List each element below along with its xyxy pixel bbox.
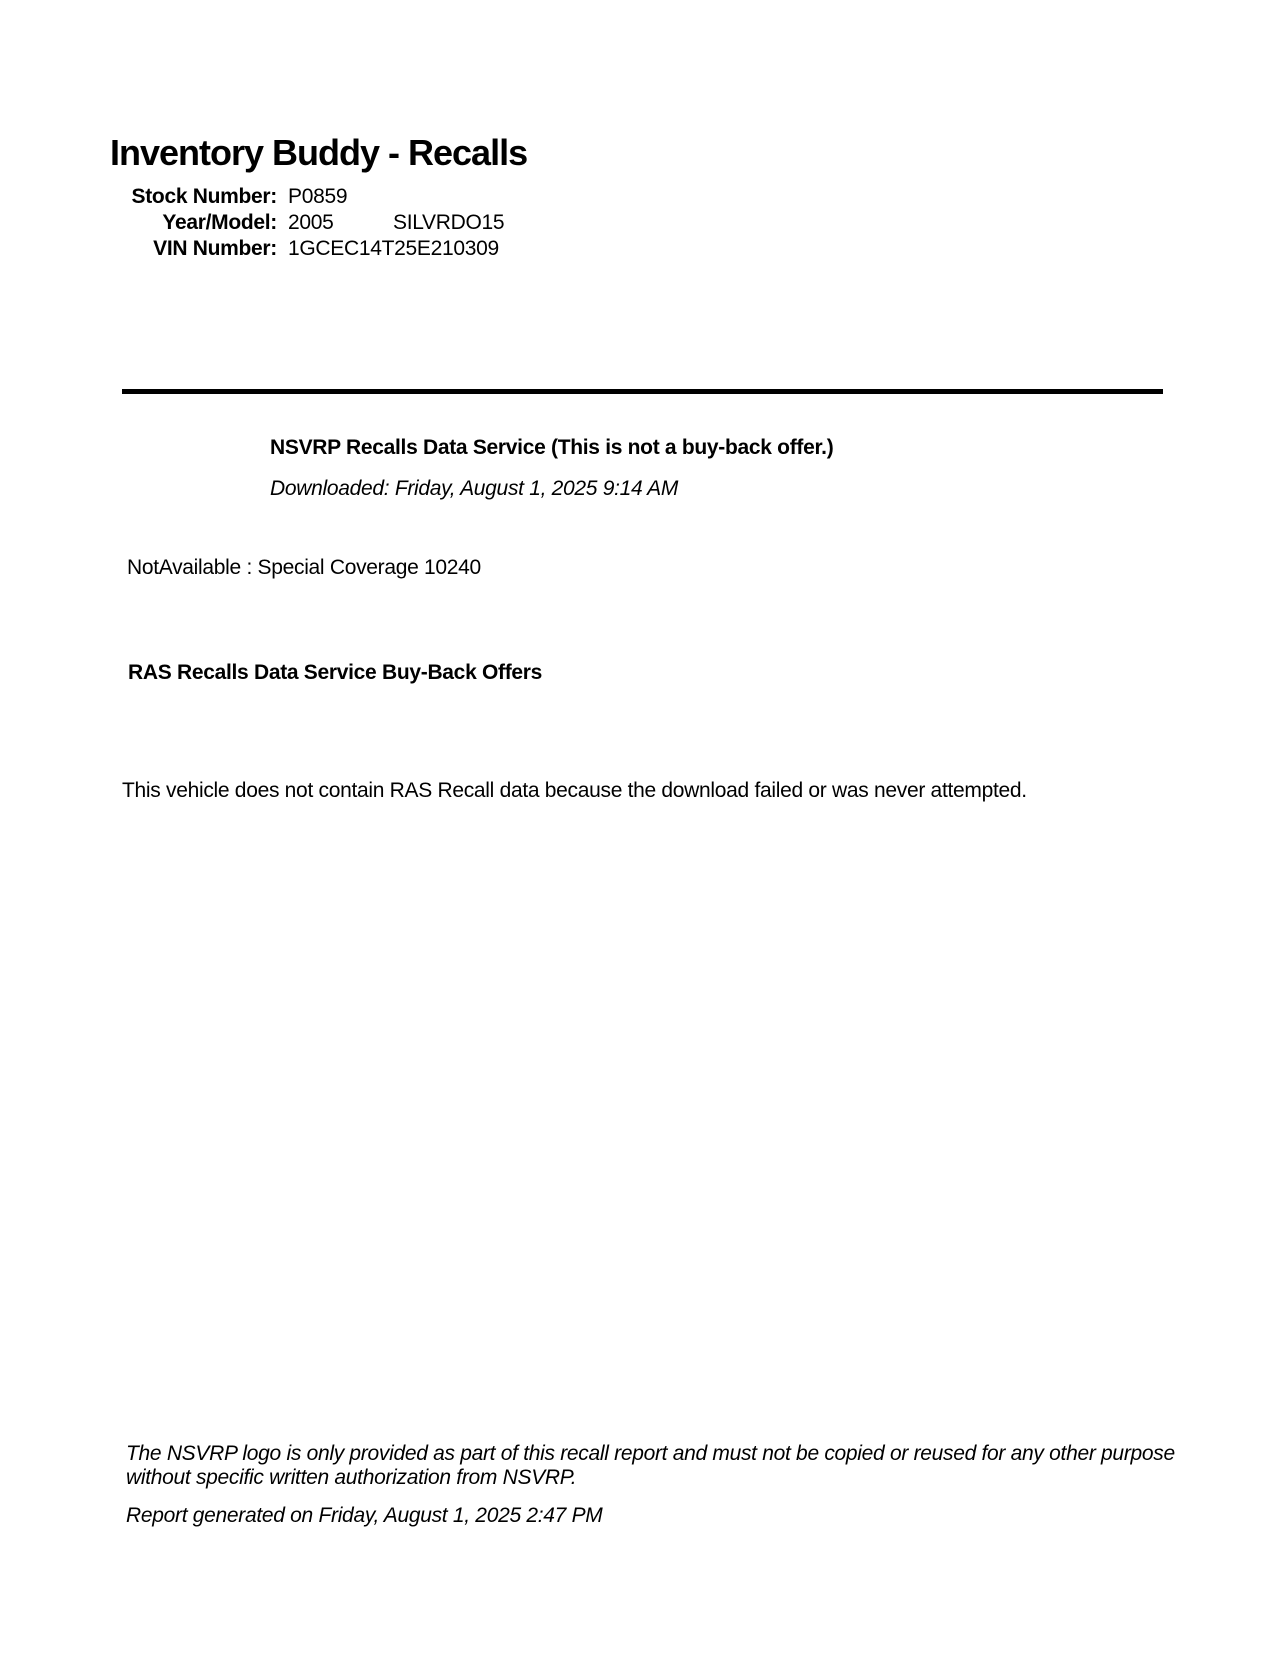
- nsvrp-download-timestamp: Downloaded: Friday, August 1, 2025 9:14 AM: [270, 477, 679, 500]
- recall-status-line: NotAvailable : Special Coverage 10240: [127, 556, 481, 579]
- info-row-year-model: [0, 210, 700, 236]
- vin-number-value: 1GCEC14T25E210309: [288, 237, 499, 260]
- stock-number-value: P0859: [288, 185, 348, 208]
- year-value: 2005: [288, 211, 334, 234]
- stock-number-label: Stock Number:: [131, 185, 277, 208]
- year-model-label: Year/Model:: [162, 211, 277, 234]
- info-row-vin-number: [0, 236, 700, 262]
- nsvrp-logo-disclaimer: The NSVRP logo is only provided as part of this recall report and must not be copied or reused for any other purpose without specific written authorization from NSVRP.: [126, 1442, 1175, 1489]
- page-title: Inventory Buddy - Recalls: [110, 132, 528, 173]
- vin-number-label: VIN Number:: [153, 237, 277, 260]
- nsvrp-section-heading: NSVRP Recalls Data Service (This is not a buy-back offer.): [270, 436, 834, 459]
- ras-no-data-message: This vehicle does not contain RAS Recall data because the download failed or was never attempted.: [122, 779, 1027, 802]
- info-row-stock-number: [0, 184, 700, 210]
- report-generated-timestamp: Report generated on Friday, August 1, 2025 2:47 PM: [126, 1504, 603, 1527]
- model-value: SILVRDO15: [393, 211, 505, 234]
- ras-section-heading: RAS Recalls Data Service Buy-Back Offers: [128, 661, 543, 684]
- section-divider-rule: [122, 389, 1163, 394]
